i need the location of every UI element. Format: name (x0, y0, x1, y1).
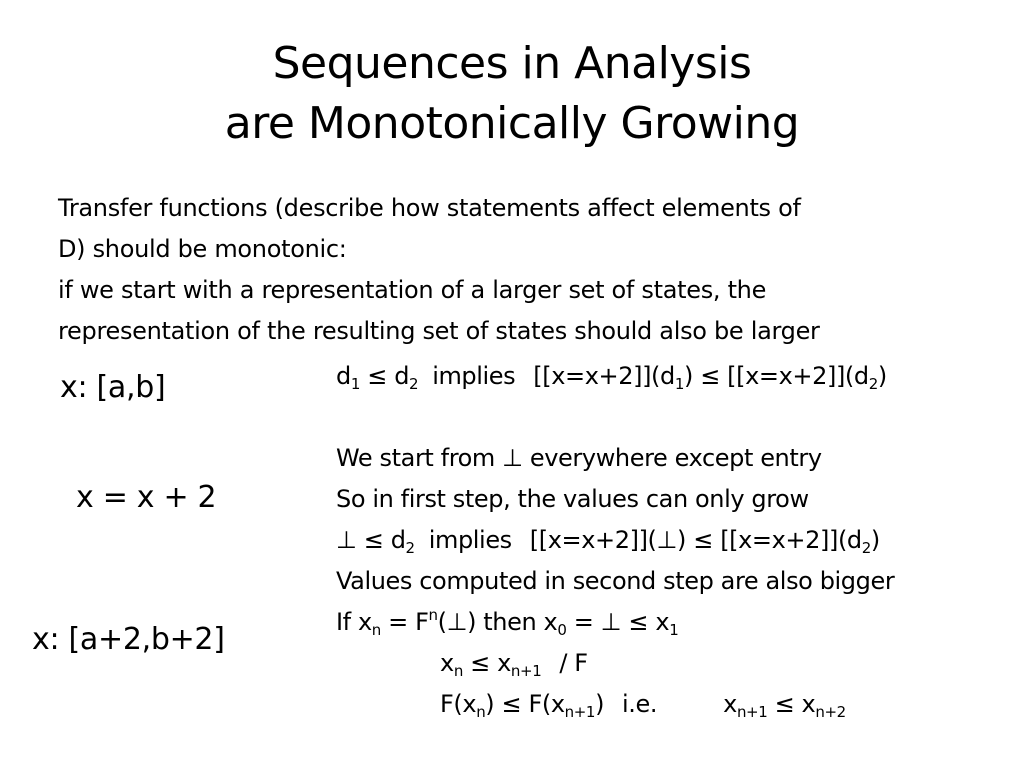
bottom-implication: ⊥ ≤ $d_2$ implies [[x=x+2]](⊥) ≤ $[[x=x+2]](d_2)$ (336, 526, 880, 557)
intro-paragraph (58, 188, 978, 352)
interval-before: x: [a,b] (60, 370, 166, 405)
intro-line-1: Transfer functions (describe how statements affect elements of (58, 194, 801, 222)
induction-hypothesis: $x_n \le x_{n+1} / F$ (440, 649, 588, 680)
second-step-line: Values computed in second step are also bigger (336, 567, 895, 595)
first-step-line: So in first step, the values can only grow (336, 485, 809, 513)
statement-label: x = x + 2 (76, 480, 217, 515)
intro-line-4: representation of the resulting set of states should also be larger (58, 317, 820, 345)
start-line: We start from ⊥ everywhere except entry (336, 444, 822, 472)
interval-after: x: [a+2,b+2] (32, 622, 225, 657)
monotonic-implication: $d_1 \le d_2$ implies $[[x=x+2]](d_1) \le [[x=x+2]](d_2)$ (336, 362, 887, 393)
monotonicity-argument (336, 356, 1016, 725)
intro-line-2: D) should be monotonic: (58, 235, 347, 263)
title-line-1: Sequences in Analysis (272, 38, 752, 89)
induction-step: $F(x_n) \le F(x_{n+1})$ i.e. $x_{n+1} \le x_{n+2}$ (440, 690, 846, 721)
iteration-definition: If $x_n$ = $F^n(\perp)$ then $x_0$ = ⊥ ≤ $x_1$ (336, 606, 679, 639)
intro-line-3: if we start with a representation of a larger set of states, the (58, 276, 767, 304)
slide-title (0, 34, 1024, 154)
title-line-2: are Monotonically Growing (224, 98, 800, 149)
